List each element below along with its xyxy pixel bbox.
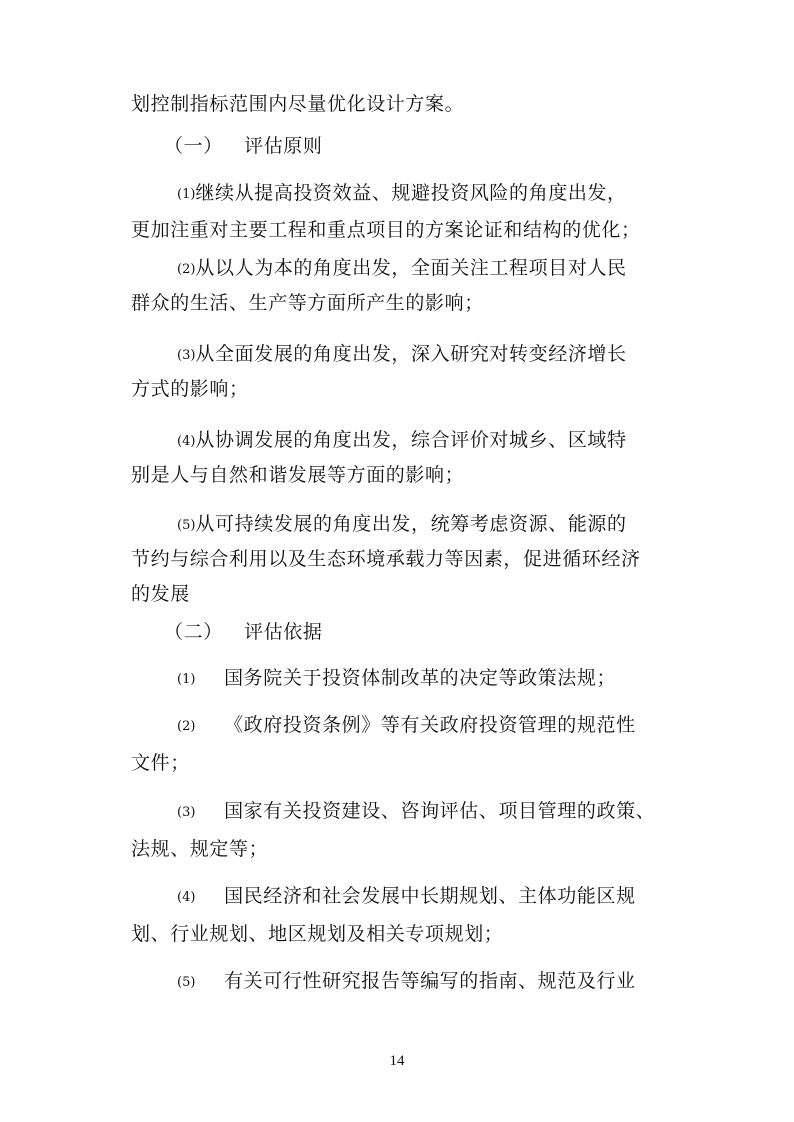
- item-text-cont: 别是人与自然和谐发展等方面的影响；: [131, 464, 465, 486]
- item-number: (4): [177, 434, 196, 449]
- item-text-cont: 法规、规定等；: [131, 838, 269, 860]
- item-text-cont: 划、行业规划、地区规划及相关专项规划；: [131, 923, 504, 945]
- item-number: (4): [177, 890, 196, 905]
- item-text-cont: 的发展: [131, 583, 190, 605]
- list-item: [177, 256, 627, 282]
- list-item: [177, 884, 636, 910]
- item-text: 国家有关投资建设、咨询评估、项目管理的政策、: [224, 800, 656, 822]
- item-number: (3): [177, 348, 196, 363]
- item-text: 从全面发展的角度出发，深入研究对转变经济增长: [195, 343, 627, 365]
- item-number: (2): [177, 719, 196, 734]
- list-item: [177, 969, 636, 995]
- item-text-cont: 节约与综合利用以及生态环境承载力等因素，促进循环经济: [131, 548, 641, 570]
- page-number: 14: [389, 1053, 405, 1069]
- section-heading: [164, 134, 323, 158]
- list-item: [177, 799, 655, 825]
- list-item: [177, 342, 627, 368]
- intro-line: 划控制指标范围内尽量优化设计方案。: [131, 93, 465, 115]
- item-text: 《政府投资条例》等有关政府投资管理的规范性: [224, 714, 636, 736]
- section-title: 评估依据: [244, 621, 323, 643]
- item-text: 国务院关于投资体制改革的决定等政策法规；: [224, 667, 617, 689]
- section-marker: （二）: [164, 621, 223, 643]
- item-text: 有关可行性研究报告等编写的指南、规范及行业: [224, 970, 636, 992]
- section-marker: （一）: [164, 135, 223, 157]
- item-text: 国民经济和社会发展中长期规划、主体功能区规: [224, 885, 636, 907]
- item-text: 从可持续发展的角度出发，统筹考虑资源、能源的: [195, 513, 627, 535]
- item-text: 继续从提高投资效益、规避投资风险的角度出发，: [195, 182, 627, 204]
- item-number: (1): [177, 672, 196, 687]
- item-text-cont: 群众的生活、生产等方面所产生的影响；: [131, 292, 484, 314]
- item-number: (1): [177, 187, 196, 202]
- list-item: [177, 666, 616, 692]
- item-text: 从协调发展的角度出发，综合评价对城乡、区域特: [195, 429, 627, 451]
- item-text-cont: 更加注重对主要工程和重点项目的方案论证和结构的优化；: [131, 219, 641, 241]
- item-text-cont: 文件；: [131, 752, 190, 774]
- item-number: (5): [177, 518, 196, 533]
- item-text: 从以人为本的角度出发，全面关注工程项目对人民: [195, 257, 627, 279]
- section-heading: [164, 620, 323, 644]
- list-item: [177, 512, 627, 538]
- list-item: [177, 713, 636, 739]
- item-number: (3): [177, 805, 196, 820]
- item-number: (5): [177, 975, 196, 990]
- section-title: 评估原则: [244, 135, 323, 157]
- item-number: (2): [177, 262, 196, 277]
- list-item: [177, 428, 627, 454]
- item-text-cont: 方式的影响；: [131, 378, 249, 400]
- list-item: [177, 181, 627, 207]
